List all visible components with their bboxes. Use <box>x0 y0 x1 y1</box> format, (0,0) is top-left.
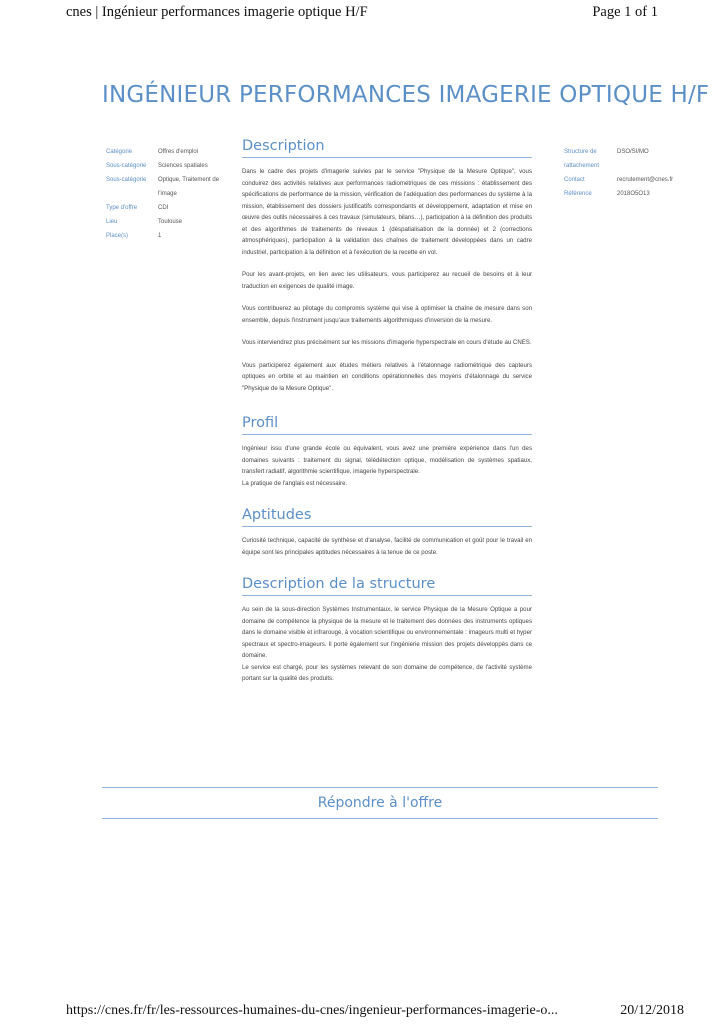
print-header-page: Page 1 of 1 <box>592 4 658 20</box>
job-meta-right <box>564 145 674 201</box>
aptitudes-text: Curiosité technique, capacité de synthèse et d'analyse, facilité de communication et goût pour le travail en équipe sont les principales aptitudes nécessaires à la tenue de ce poste. <box>242 537 532 556</box>
structure-section <box>242 576 532 685</box>
meta-row-places <box>106 229 232 243</box>
meta-row-category <box>106 145 232 159</box>
print-header-title: cnes | Ingénieur performances imagerie optique H/F <box>66 4 368 20</box>
meta-row-contact <box>564 173 674 187</box>
structure-text-2: Le service est chargé, pour les systèmes relevant de son domaine de compétence, de l'activité système portant sur la qualité des produits. <box>242 663 532 682</box>
meta-value[interactable]: recrutement@cnes.fr <box>617 177 674 183</box>
meta-value: 2018O5O13 <box>617 191 650 197</box>
meta-value: Toulouse <box>158 219 183 225</box>
meta-row-offer-type <box>106 201 232 215</box>
description-paragraph: Vous interviendrez plus précisément sur les missions d'imagerie hyperspectrale en cours d'étude au CNES. <box>242 339 532 346</box>
apply-button[interactable]: Répondre à l'offre <box>102 787 658 819</box>
description-paragraph: Vous contribuerez au pilotage du compromis système qui vise à optimiser la chaîne de mesure dans son ensemble, depuis l'instrument jusqu'aux traitements algorithmiques d'inversion de la mesure. <box>242 305 532 324</box>
section-heading: Profil <box>242 415 532 435</box>
meta-value: Optique, Traitement de l'image <box>158 177 220 197</box>
meta-value: Sciences spatiales <box>158 163 208 169</box>
structure-text: Au sein de la sous-direction Systèmes Instrumentaux, le service Physique de la Mesure Optique a pour domaine de compétence la physique de la mesure et le traitement des données des instruments optiques dans le domaine visible et infrarouge, à vocation scientifique ou environnementale : imageurs multi et hyper spectraux et spectro-imageurs. Il porte également sur l'ingénierie mission des projets développés dans ce domaine. <box>242 606 532 659</box>
meta-row-subcategory-2 <box>106 173 232 201</box>
description-paragraph: Pour les avant-projets, en lien avec les utilisateurs, vous participerez au recueil de besoins et à leur traduction en exigences de qualité image. <box>242 271 532 290</box>
job-meta-left <box>106 145 232 243</box>
aptitudes-section <box>242 507 532 558</box>
meta-value: Offres d'emploi <box>158 149 199 155</box>
profile-text: Ingénieur issu d'une grande école ou équivalent, vous avez une première expérience dans l'un des domaines suivants : traitement du signal, télédétection optique, modélisation de systèmes spatiaux, transfert radiatif, algorithmie scientifique, imagerie hyperspectrale. <box>242 445 532 475</box>
print-footer-url: https://cnes.fr/fr/les-ressources-humaines-du-cnes/ingenieur-performances-imagerie-o... <box>66 1003 558 1018</box>
meta-label: Sous-catégorie <box>106 177 147 183</box>
meta-label: Catégorie <box>106 149 133 155</box>
description-section <box>242 138 532 394</box>
section-heading: Aptitudes <box>242 507 532 527</box>
page-title: INGÉNIEUR PERFORMANCES IMAGERIE OPTIQUE H/F <box>102 82 710 108</box>
meta-row-location <box>106 215 232 229</box>
meta-label: Structure de rattachement <box>564 149 600 169</box>
profile-section <box>242 415 532 489</box>
meta-value: 1 <box>158 233 162 239</box>
meta-row-structure <box>564 145 660 173</box>
meta-row-subcategory <box>106 159 232 173</box>
meta-label: Lieu <box>106 219 118 225</box>
meta-row-reference <box>564 187 660 201</box>
meta-label: Contact <box>564 177 585 183</box>
description-paragraph: Vous participerez également aux études métiers relatives à l'étalonnage radiométrique des capteurs optiques en orbite et au maintien en conditions opérationnelles des moyens d'étalonnage du service "Physique de la Mesure Optique". <box>242 361 532 392</box>
description-paragraph: Dans le cadre des projets d'imagerie suivies par le service "Physique de la Mesure Optique", vous conduirez des activités relatives aux performances radiométriques de ces missions : établissement des spécifications de performance de la mission, vérification de l'adéquation des performances du système à la mission, établissement des dossiers justificatifs correspondants et développement, adaptation et mise en œuvre des outils nécessaires à ces travaux (simulateurs, bilans…), participation à la définition des produits et des algorithmes de traitements de niveaux 1 (déspatialisation de la donnée) et 2 (corrections atmosphériques), participation à la validation des chaînes de traitement développées dans un cadre industriel, participation à la définition et à l'exécution de la recette en vol. <box>242 168 532 256</box>
section-heading: Description <box>242 138 532 158</box>
meta-label: Type d'offre <box>106 205 138 211</box>
meta-label: Référence <box>564 191 592 197</box>
job-content <box>242 138 532 685</box>
meta-value: DSO/SI/MO <box>617 149 649 155</box>
meta-value: CDI <box>158 205 169 211</box>
section-heading: Description de la structure <box>242 576 532 596</box>
meta-label: Sous-catégorie <box>106 163 147 169</box>
profile-text-2: La pratique de l'anglais est nécessaire. <box>242 479 348 487</box>
meta-label: Place(s) <box>106 233 129 239</box>
print-footer-date: 20/12/2018 <box>620 1003 684 1018</box>
